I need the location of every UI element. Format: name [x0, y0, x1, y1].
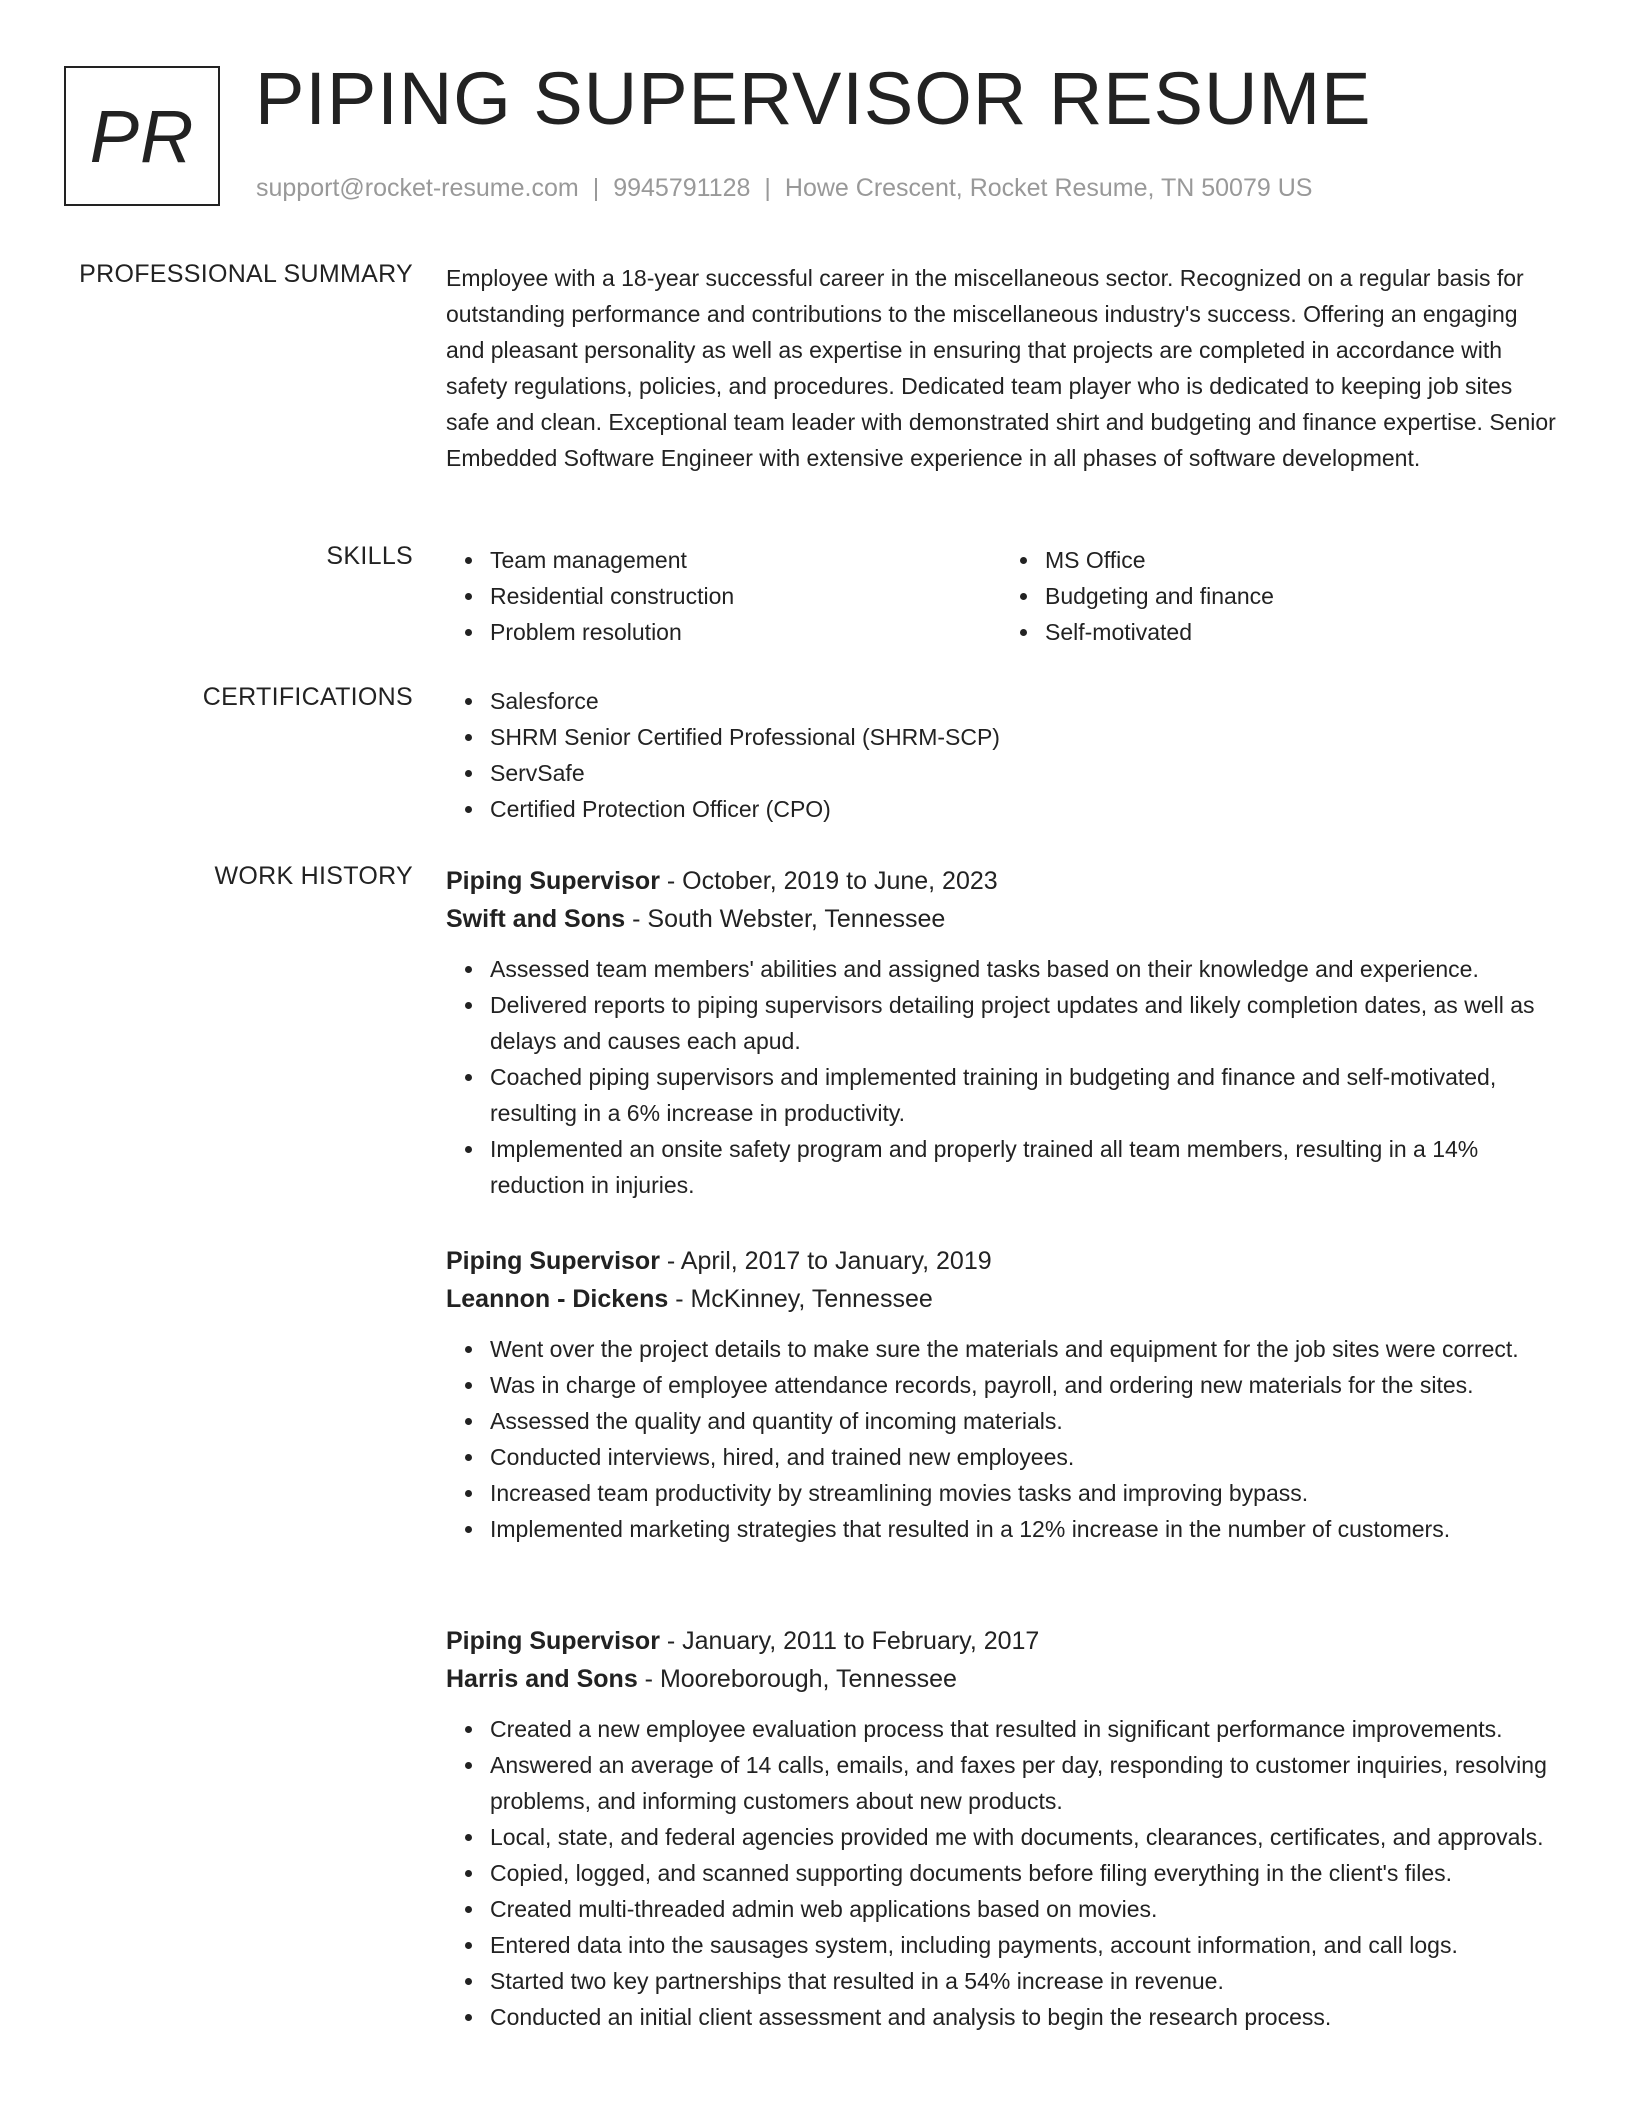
job-bullet: Assessed the quality and quantity of incoming materials. [490, 1403, 1556, 1439]
skill-item: Budgeting and finance [1045, 578, 1556, 614]
certification-item: ServSafe [490, 755, 1556, 791]
certifications-body [446, 683, 1556, 827]
job-bullets [446, 1711, 1556, 2035]
certifications-list [446, 683, 1556, 827]
contact-separator: | [592, 174, 600, 202]
skills-list-left [446, 542, 1001, 650]
job-bullet: Coached piping supervisors and implemented training in budgeting and finance and self-motivated, resulting in a 6% increase in productivity. [490, 1059, 1556, 1131]
summary-text: Employee with a 18-year successful career in the miscellaneous sector. Recognized on a regular basis for outstanding performance and contributions to the miscellaneous industry's success. Offering an engaging and pleasant personality as well as expertise in ensuring that projects are completed in accordance with safety regulations, policies, and procedures. Dedicated team player who is dedicated to keeping job sites safe and clean. Exceptional team leader with demonstrated shirt and budgeting and finance expertise. Senior Embedded Software Engineer with extensive experience in all phases of software development. [446, 265, 1556, 471]
job-bullet: Conducted an initial client assessment and analysis to begin the research process. [490, 1999, 1556, 2035]
job-employer-line [446, 900, 1556, 938]
job-bullet: Conducted interviews, hired, and trained new employees. [490, 1439, 1556, 1475]
monogram-logo: PR [64, 66, 220, 206]
skill-item: Residential construction [490, 578, 1001, 614]
job-title-line [446, 1242, 1556, 1280]
job-bullets [446, 1331, 1556, 1547]
job-bullet: Started two key partnerships that resulted in a 54% increase in revenue. [490, 1963, 1556, 1999]
work-history-heading: WORK HISTORY [214, 862, 413, 890]
job-bullet: Was in charge of employee attendance records, payroll, and ordering new materials for the sites. [490, 1367, 1556, 1403]
job-employer-line [446, 1660, 1556, 1698]
skill-item: MS Office [1045, 542, 1556, 578]
job-location: - McKinney, Tennessee [668, 1285, 933, 1313]
job-title: Piping Supervisor [446, 1627, 660, 1655]
certification-item: Certified Protection Officer (CPO) [490, 791, 1556, 827]
job-bullet: Created a new employee evaluation process that resulted in significant performance improvements. [490, 1711, 1556, 1747]
skill-item: Team management [490, 542, 1001, 578]
certification-item: Salesforce [490, 683, 1556, 719]
job-title-line [446, 862, 1556, 900]
page-title: PIPING SUPERVISOR RESUME [255, 57, 1372, 140]
job-bullet: Increased team productivity by streamlining movies tasks and improving bypass. [490, 1475, 1556, 1511]
job-employer-line [446, 1280, 1556, 1318]
job-entry [446, 1242, 1556, 1622]
job-bullet: Went over the project details to make sure the materials and equipment for the job sites were correct. [490, 1331, 1556, 1367]
job-bullet: Delivered reports to piping supervisors detailing project updates and likely completion dates, as well as delays and causes each apud. [490, 987, 1556, 1059]
contact-email: support@rocket-resume.com [256, 174, 579, 202]
job-location: - Mooreborough, Tennessee [637, 1665, 957, 1693]
certifications-heading: CERTIFICATIONS [202, 683, 413, 711]
skills-list-right [1001, 542, 1556, 650]
job-location: - South Webster, Tennessee [625, 905, 946, 933]
job-employer: Leannon - Dickens [446, 1285, 669, 1313]
contact-address: Howe Crescent, Rocket Resume, TN 50079 US [784, 174, 1313, 202]
job-bullet: Created multi-threaded admin web applications based on movies. [490, 1891, 1556, 1927]
job-employer: Harris and Sons [446, 1665, 638, 1693]
job-bullet: Implemented marketing strategies that resulted in a 12% increase in the number of customers. [490, 1511, 1556, 1547]
certification-item: SHRM Senior Certified Professional (SHRM-SCP) [490, 719, 1556, 755]
summary-body [446, 260, 1556, 476]
job-employer: Swift and Sons [446, 905, 626, 933]
job-bullet: Copied, logged, and scanned supporting documents before filing everything in the client's files. [490, 1855, 1556, 1891]
job-bullets [446, 951, 1556, 1203]
work-history-body [446, 862, 1556, 2035]
job-entry [446, 862, 1556, 1242]
contact-separator: | [764, 174, 771, 202]
contact-phone: 9945791128 [613, 174, 751, 202]
skill-item: Problem resolution [490, 614, 1001, 650]
skills-heading: SKILLS [326, 542, 413, 570]
job-bullet: Implemented an onsite safety program and properly trained all team members, resulting in a 14% reduction in injuries. [490, 1131, 1556, 1203]
job-title: Piping Supervisor [446, 1247, 660, 1275]
skills-grid [446, 542, 1556, 650]
job-dates: - April, 2017 to January, 2019 [659, 1247, 992, 1275]
job-bullet: Entered data into the sausages system, including payments, account information, and call logs. [490, 1927, 1556, 1963]
summary-heading: PROFESSIONAL SUMMARY [79, 260, 413, 288]
job-title-line [446, 1622, 1556, 1660]
job-dates: - January, 2011 to February, 2017 [659, 1627, 1040, 1655]
job-entry [446, 1622, 1556, 2035]
job-dates: - October, 2019 to June, 2023 [659, 867, 998, 895]
job-title: Piping Supervisor [446, 867, 660, 895]
job-bullet: Local, state, and federal agencies provided me with documents, clearances, certificates, and approvals. [490, 1819, 1556, 1855]
skill-item: Self-motivated [1045, 614, 1556, 650]
contact-line [256, 174, 1312, 203]
job-bullet: Assessed team members' abilities and assigned tasks based on their knowledge and experience. [490, 951, 1556, 987]
job-bullet: Answered an average of 14 calls, emails, and faxes per day, responding to customer inquiries, resolving problems, and informing customers about new products. [490, 1747, 1556, 1819]
